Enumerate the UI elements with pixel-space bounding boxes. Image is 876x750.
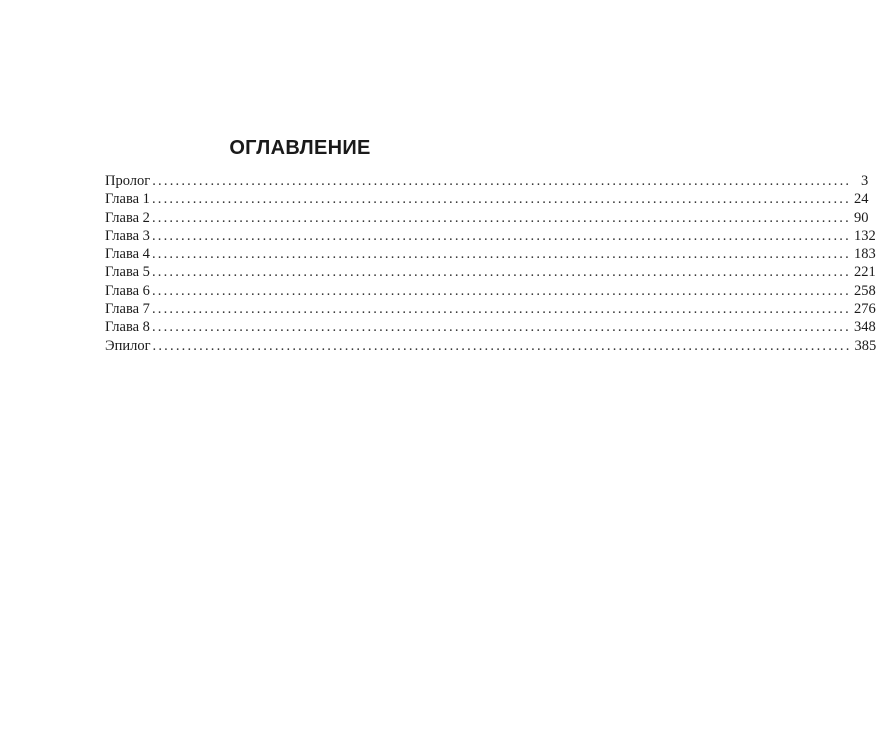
toc-entry [105, 245, 876, 263]
toc-entry-label: Глава 4 [105, 246, 150, 263]
toc-entry [105, 300, 876, 318]
toc-entry [105, 337, 876, 355]
toc-entry-page: 24 [853, 191, 869, 208]
toc-entry-label: Глава 7 [105, 301, 150, 318]
toc-entry [105, 282, 876, 300]
toc-leader-dots: ........................................................................................................................ [151, 246, 851, 263]
toc-leader-dots: ........................................................................................................................ [151, 191, 851, 208]
toc-entry [105, 318, 876, 336]
toc-leader-dots: ........................................................................................................................ [151, 301, 851, 318]
toc-entry-label: Эпилог [105, 337, 151, 354]
toc-entry-page: 385 [854, 337, 876, 354]
toc-entry [105, 190, 869, 208]
toc-leader-dots: ........................................................................................................................ [151, 209, 851, 226]
toc-leader-dots: ........................................................................................................................ [151, 227, 851, 244]
toc-entry-page: 183 [853, 246, 876, 263]
toc-leader-dots: ........................................................................................................................ [152, 173, 852, 189]
toc-entry-page: 276 [853, 301, 876, 318]
toc-leader-dots: ........................................................................................................................ [152, 337, 852, 354]
toc-entry [105, 227, 876, 245]
toc-title: ОГЛАВЛЕНИЕ [229, 137, 371, 159]
toc-entry-page: 258 [853, 282, 876, 299]
toc-leader-dots: ........................................................................................................................ [151, 264, 851, 281]
toc-entry-page: 3 [860, 173, 869, 189]
toc-entry-label: Глава 5 [105, 264, 150, 281]
toc-leader-dots: ........................................................................................................................ [151, 319, 851, 336]
toc-leader-dots: ........................................................................................................................ [151, 282, 851, 299]
toc-entry-page: 348 [853, 319, 876, 336]
toc-entry-page: 221 [853, 264, 876, 281]
toc-entry [105, 172, 869, 190]
toc-list [105, 172, 876, 355]
toc-entry-label: Глава 6 [105, 282, 150, 299]
toc-entry-label: Глава 3 [105, 227, 150, 244]
toc-entry-label: Глава 8 [105, 319, 150, 336]
toc-entry [105, 209, 869, 227]
toc-entry-page: 90 [853, 209, 869, 226]
toc-entry-label: Глава 2 [105, 209, 150, 226]
toc-entry [105, 263, 876, 281]
toc-entry-page: 132 [853, 227, 876, 244]
toc-entry-label: Глава 1 [105, 191, 150, 208]
toc-entry-label: Пролог [105, 173, 151, 189]
